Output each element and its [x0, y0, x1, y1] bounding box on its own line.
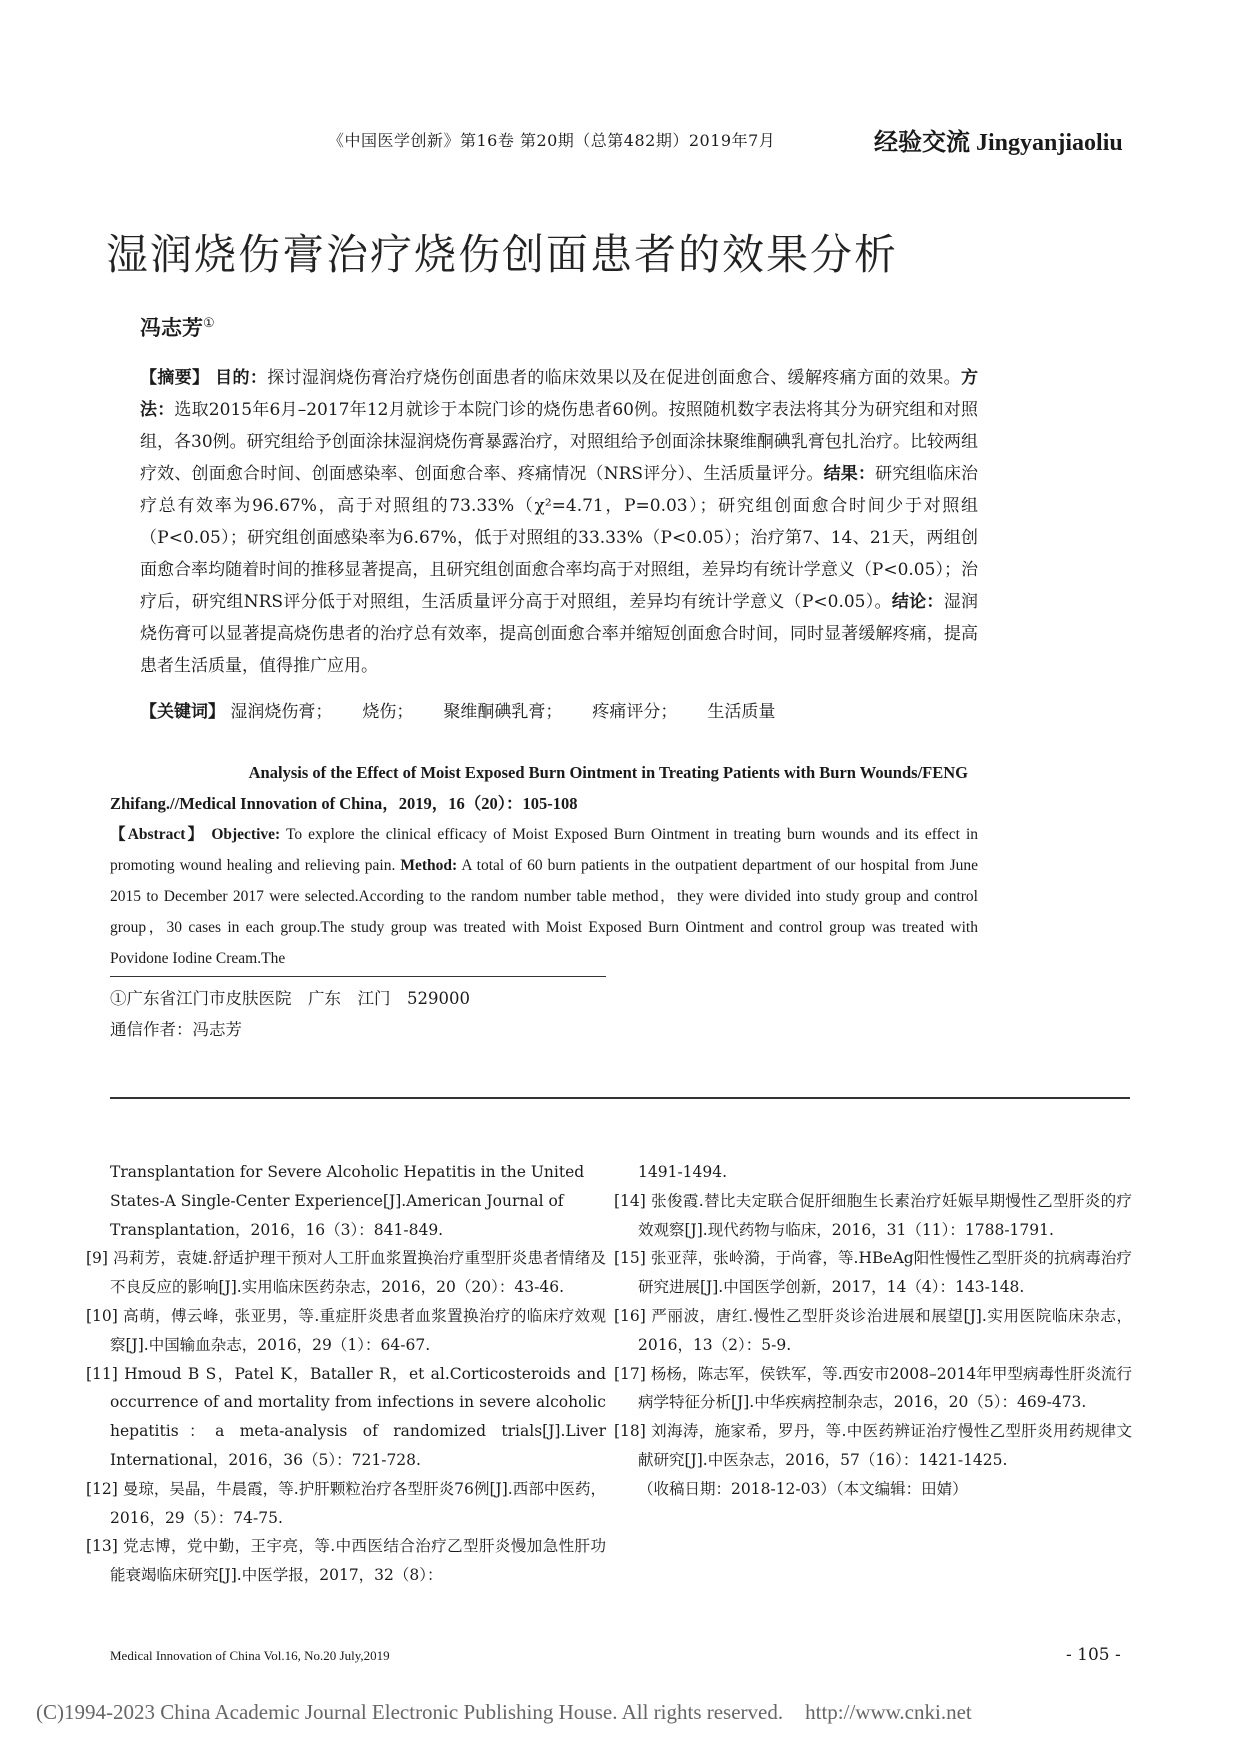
- reference-item: [17] 杨杨，陈志军，侯铁军，等.西安市2008–2014年甲型病毒性肝炎流行病学特征分析[J].中华疾病控制杂志，2016，20（5）：469-473.: [614, 1364, 1132, 1412]
- method-label: 方法：: [140, 368, 979, 420]
- reference-item: [11] Hmoud B S，Patel K，Bataller R，et al.Corticosteroids and occurrence of and mortality from infections in severe alcoholic hepatitis：a meta-analysis of randomized trials[J].Liver International，2016，36（5）：721-728.: [86, 1364, 606, 1469]
- article-title: 湿润烧伤膏治疗烧伤创面患者的效果分析: [106, 230, 899, 279]
- reference-continuation: 1491-1494.: [638, 1163, 728, 1181]
- footnote-corresponding: 通信作者：冯志芳: [110, 1020, 242, 1039]
- reference-item: [15] 张亚萍，张岭漪，于尚睿，等.HBeAg阳性慢性乙型肝炎的抗病毒治疗研究进展[J].中国医学创新，2017，14（4）：143-148.: [614, 1249, 1132, 1297]
- copyright-notice: [36, 1700, 972, 1725]
- reference-item: [16] 严丽波，唐红.慢性乙型肝炎诊治进展和展望[J].实用医院临床杂志，2016，13（2）：5-9.: [614, 1306, 1132, 1354]
- abstract-en: [110, 819, 978, 974]
- reference-item: [12] 曼琼，吴晶，牛晨霞，等.护肝颗粒治疗各型肝炎76例[J].西部中医药，2016，29（5）：74-75.: [86, 1479, 606, 1527]
- references-left-column: [86, 1158, 606, 1590]
- journal-header: 《中国医学创新》第16卷 第20期（总第482期）2019年7月: [328, 131, 776, 150]
- reference-continuation: Transplantation for Severe Alcoholic Hepatitis in the United: [110, 1163, 585, 1181]
- english-title: [110, 757, 978, 819]
- reference-continuation: States-A Single-Center Experience[J].American Journal of: [110, 1191, 564, 1210]
- section-header: 经验交流 Jingyanjiaoliu: [874, 130, 1123, 156]
- footnote-divider: [110, 976, 606, 977]
- author: [140, 312, 215, 342]
- english-title-line2: Zhifang.//Medical Innovation of China，2019，16（20）：105-108: [110, 794, 578, 813]
- english-title-line1: Analysis of the Effect of Moist Exposed Burn Ointment in Treating Patients with Burn Wounds/FENG: [248, 763, 968, 782]
- objective-text: 探讨湿润烧伤膏治疗烧伤创面患者的临床效果以及在促进创面愈合、缓解疼痛方面的效果。: [267, 368, 962, 388]
- keyword-item: 疼痛评分；: [592, 702, 678, 722]
- reference-item: [10] 高萌，傅云峰，张亚男，等.重症肝炎患者血浆置换治疗的临床疗效观察[J].中国输血杂志，2016，29（1）：64-67.: [86, 1306, 606, 1354]
- footer-journal: Medical Innovation of China Vol.16, No.20 July,2019: [110, 1648, 390, 1663]
- keyword-item: 聚维酮碘乳膏；: [443, 702, 563, 722]
- result-label: 结果：: [823, 464, 876, 484]
- objective-label: 目的：: [215, 368, 268, 388]
- reference-item: [14] 张俊霞.替比夫定联合促肝细胞生长素治疗妊娠早期慢性乙型肝炎的疗效观察[J].现代药物与临床，2016，31（11）：1788-1791.: [614, 1191, 1132, 1239]
- author-mark: ①: [203, 316, 215, 331]
- abstract-en-objective-label: Objective:: [211, 826, 281, 843]
- page-number: - 105 -: [1066, 1645, 1121, 1665]
- reference-item: [13] 党志博，党中勤，王宇亮，等.中西医结合治疗乙型肝炎慢加急性肝功能衰竭临床研究[J].中医学报，2017，32（8）：: [86, 1537, 606, 1585]
- abstract-en-method: A total of 60 burn patients in the outpatient department of our hospital from June 2015 to December 2017 were selected.According to the random number table method，they were divided into study group and control group，30 cases in each group.The study group was treated with Moist Exposed Burn Ointment and control group was treated with Povidone Iodine Cream.The: [110, 857, 978, 967]
- footnote-affiliation: ①广东省江门市皮肤医院 广东 江门 529000: [110, 989, 470, 1008]
- section-divider: [110, 1097, 1130, 1099]
- reference-continuation: Transplantation，2016，16（3）：841-849.: [110, 1220, 444, 1239]
- keyword-item: 烧伤；: [362, 702, 414, 722]
- method-text: 选取2015年6月–2017年12月就诊于本院门诊的烧伤患者60例。按照随机数字表法将其分为研究组和对照组，各30例。研究组给予创面涂抹湿润烧伤膏暴露治疗，对照组给予创面涂抹聚维酮碘乳膏包扎治疗。比较两组疗效、创面愈合时间、创面感染率、创面愈合率、疼痛情况（NRS评分）、生活质量评分。: [140, 400, 978, 484]
- cnki-link[interactable]: http://www.cnki.net: [805, 1700, 972, 1724]
- conclusion-label: 结论：: [891, 592, 944, 612]
- reference-item: [18] 刘海涛，施家希，罗丹，等.中医药辨证治疗慢性乙型肝炎用药规律文献研究[J].中医杂志，2016，57（16）：1421-1425.: [614, 1422, 1132, 1469]
- keywords-label: 【关键词】: [140, 702, 225, 722]
- abstract-cn: [140, 362, 978, 682]
- keywords: [140, 697, 805, 722]
- reference-item: [9] 冯莉芳，袁婕.舒适护理干预对人工肝血浆置换治疗重型肝炎患者情绪及不良反应的影响[J].实用临床医药杂志，2016，20（20）：43-46.: [86, 1249, 606, 1297]
- references-right-column: [614, 1158, 1132, 1504]
- abstract-label: 【摘要】: [140, 368, 210, 388]
- abstract-en-label: 【Abstract】: [110, 826, 206, 843]
- conclusion-text: 湿润烧伤膏可以显著提高烧伤患者的治疗总有效率，提高创面愈合率并缩短创面愈合时间，同时显著缓解疼痛，提高患者生活质量，值得推广应用。: [140, 592, 979, 676]
- keyword-item: 湿润烧伤膏；: [230, 702, 333, 722]
- abstract-en-method-label: Method:: [400, 857, 458, 874]
- result-text: 研究组临床治疗总有效率为96.67%，高于对照组的73.33%（χ²=4.71，P=0.03）；研究组创面愈合时间少于对照组（P<0.05）；研究组创面感染率为6.67%，低于对照组的33.33%（P<0.05）；治疗第7、14、21天，两组创面愈合率均随着时间的推移显著提高，且研究组创面愈合率均高于对照组，差异均有统计学意义（P<0.05）；治疗后，研究组NRS评分低于对照组，生活质量评分高于对照组，差异均有统计学意义（P<0.05）。: [140, 464, 979, 612]
- received-date: （收稿日期：2018-12-03）（本文编辑：田婧）: [638, 1479, 968, 1498]
- keyword-item: 生活质量: [707, 702, 776, 722]
- copyright-text: (C)1994-2023 China Academic Journal Electronic Publishing House. All rights reserved.: [36, 1700, 784, 1724]
- abstract-en-objective: To explore the clinical efficacy of Moist Exposed Burn Ointment in treating burn wounds and its effect in promoting wound healing and relieving pain.: [110, 826, 978, 874]
- author-name: 冯志芳: [140, 315, 203, 340]
